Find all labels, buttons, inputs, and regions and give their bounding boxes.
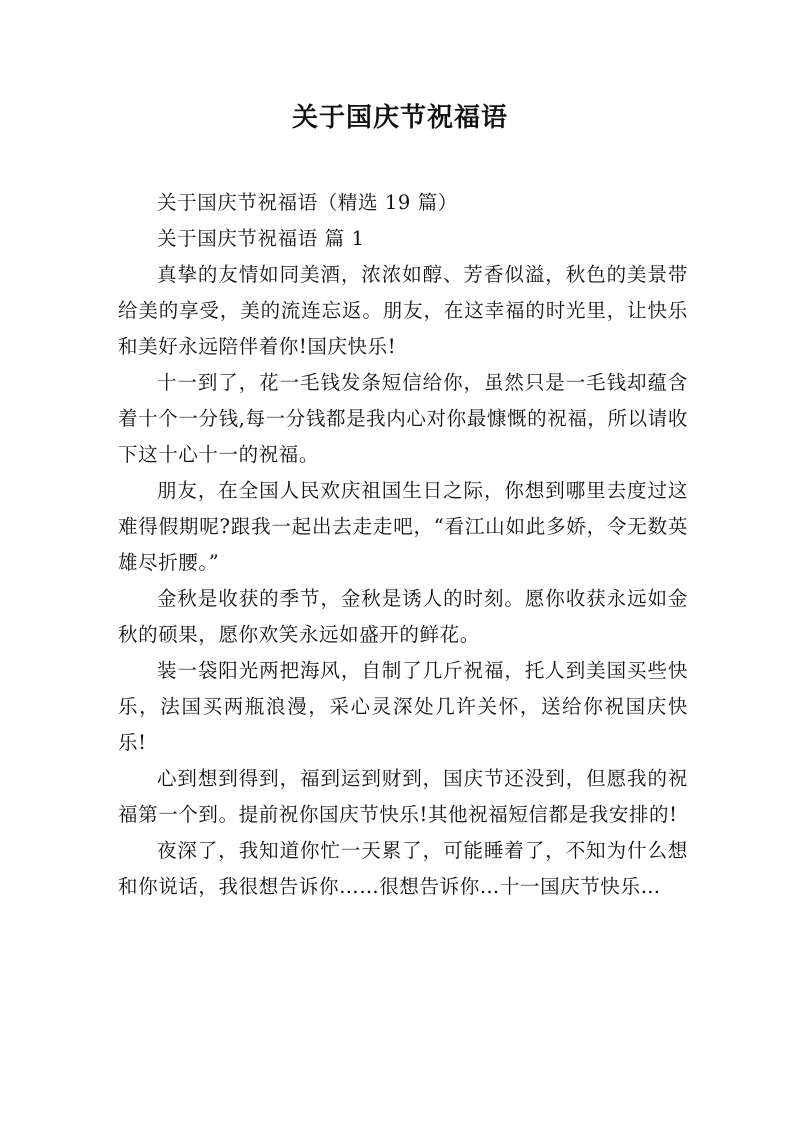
document-subtitle: 关于国庆节祝福语（精选 19 篇） — [157, 191, 458, 214]
paragraph: 真挚的友情如同美酒，浓浓如醇、芳香似溢，秋色的美景带给美的享受，美的流连忘返。朋友，在这幸福的时光里，让快乐和美好永远陪伴着你!国庆快乐! — [118, 263, 688, 358]
paragraph: 装一袋阳光两把海风，自制了几斤祝福，托人到美国买些快乐，法国买两瓶浪漫，采心灵深处几许关怀，送给你祝国庆快乐! — [118, 659, 688, 754]
paragraph: 金秋是收获的季节，金秋是诱人的时刻。愿你收获永远如金秋的硕果，愿你欢笑永远如盛开的鲜花。 — [118, 587, 688, 646]
paragraph: 朋友，在全国人民欢庆祖国生日之际，你想到哪里去度过这难得假期呢?跟我一起出去走走吧，“看江山如此多娇，令无数英雄尽折腰。” — [118, 479, 688, 574]
section-heading: 关于国庆节祝福语 篇 1 — [157, 227, 365, 250]
paragraph: 心到想到得到，福到运到财到，国庆节还没到，但愿我的祝福第一个到。提前祝你国庆节快乐!其他祝福短信都是我安排的! — [118, 767, 688, 826]
paragraph: 十一到了，花一毛钱发条短信给你，虽然只是一毛钱却蕴含着十个一分钱,每一分钱都是我内心对你最慷慨的祝福，所以请收下这十心十一的祝福。 — [118, 371, 688, 466]
paragraph: 夜深了，我知道你忙一天累了，可能睡着了，不知为什么想和你说话，我很想告诉你……很想告诉你…十一国庆节快乐… — [118, 839, 688, 898]
document-body — [118, 185, 688, 905]
document-title: 关于国庆节祝福语 — [291, 103, 508, 133]
